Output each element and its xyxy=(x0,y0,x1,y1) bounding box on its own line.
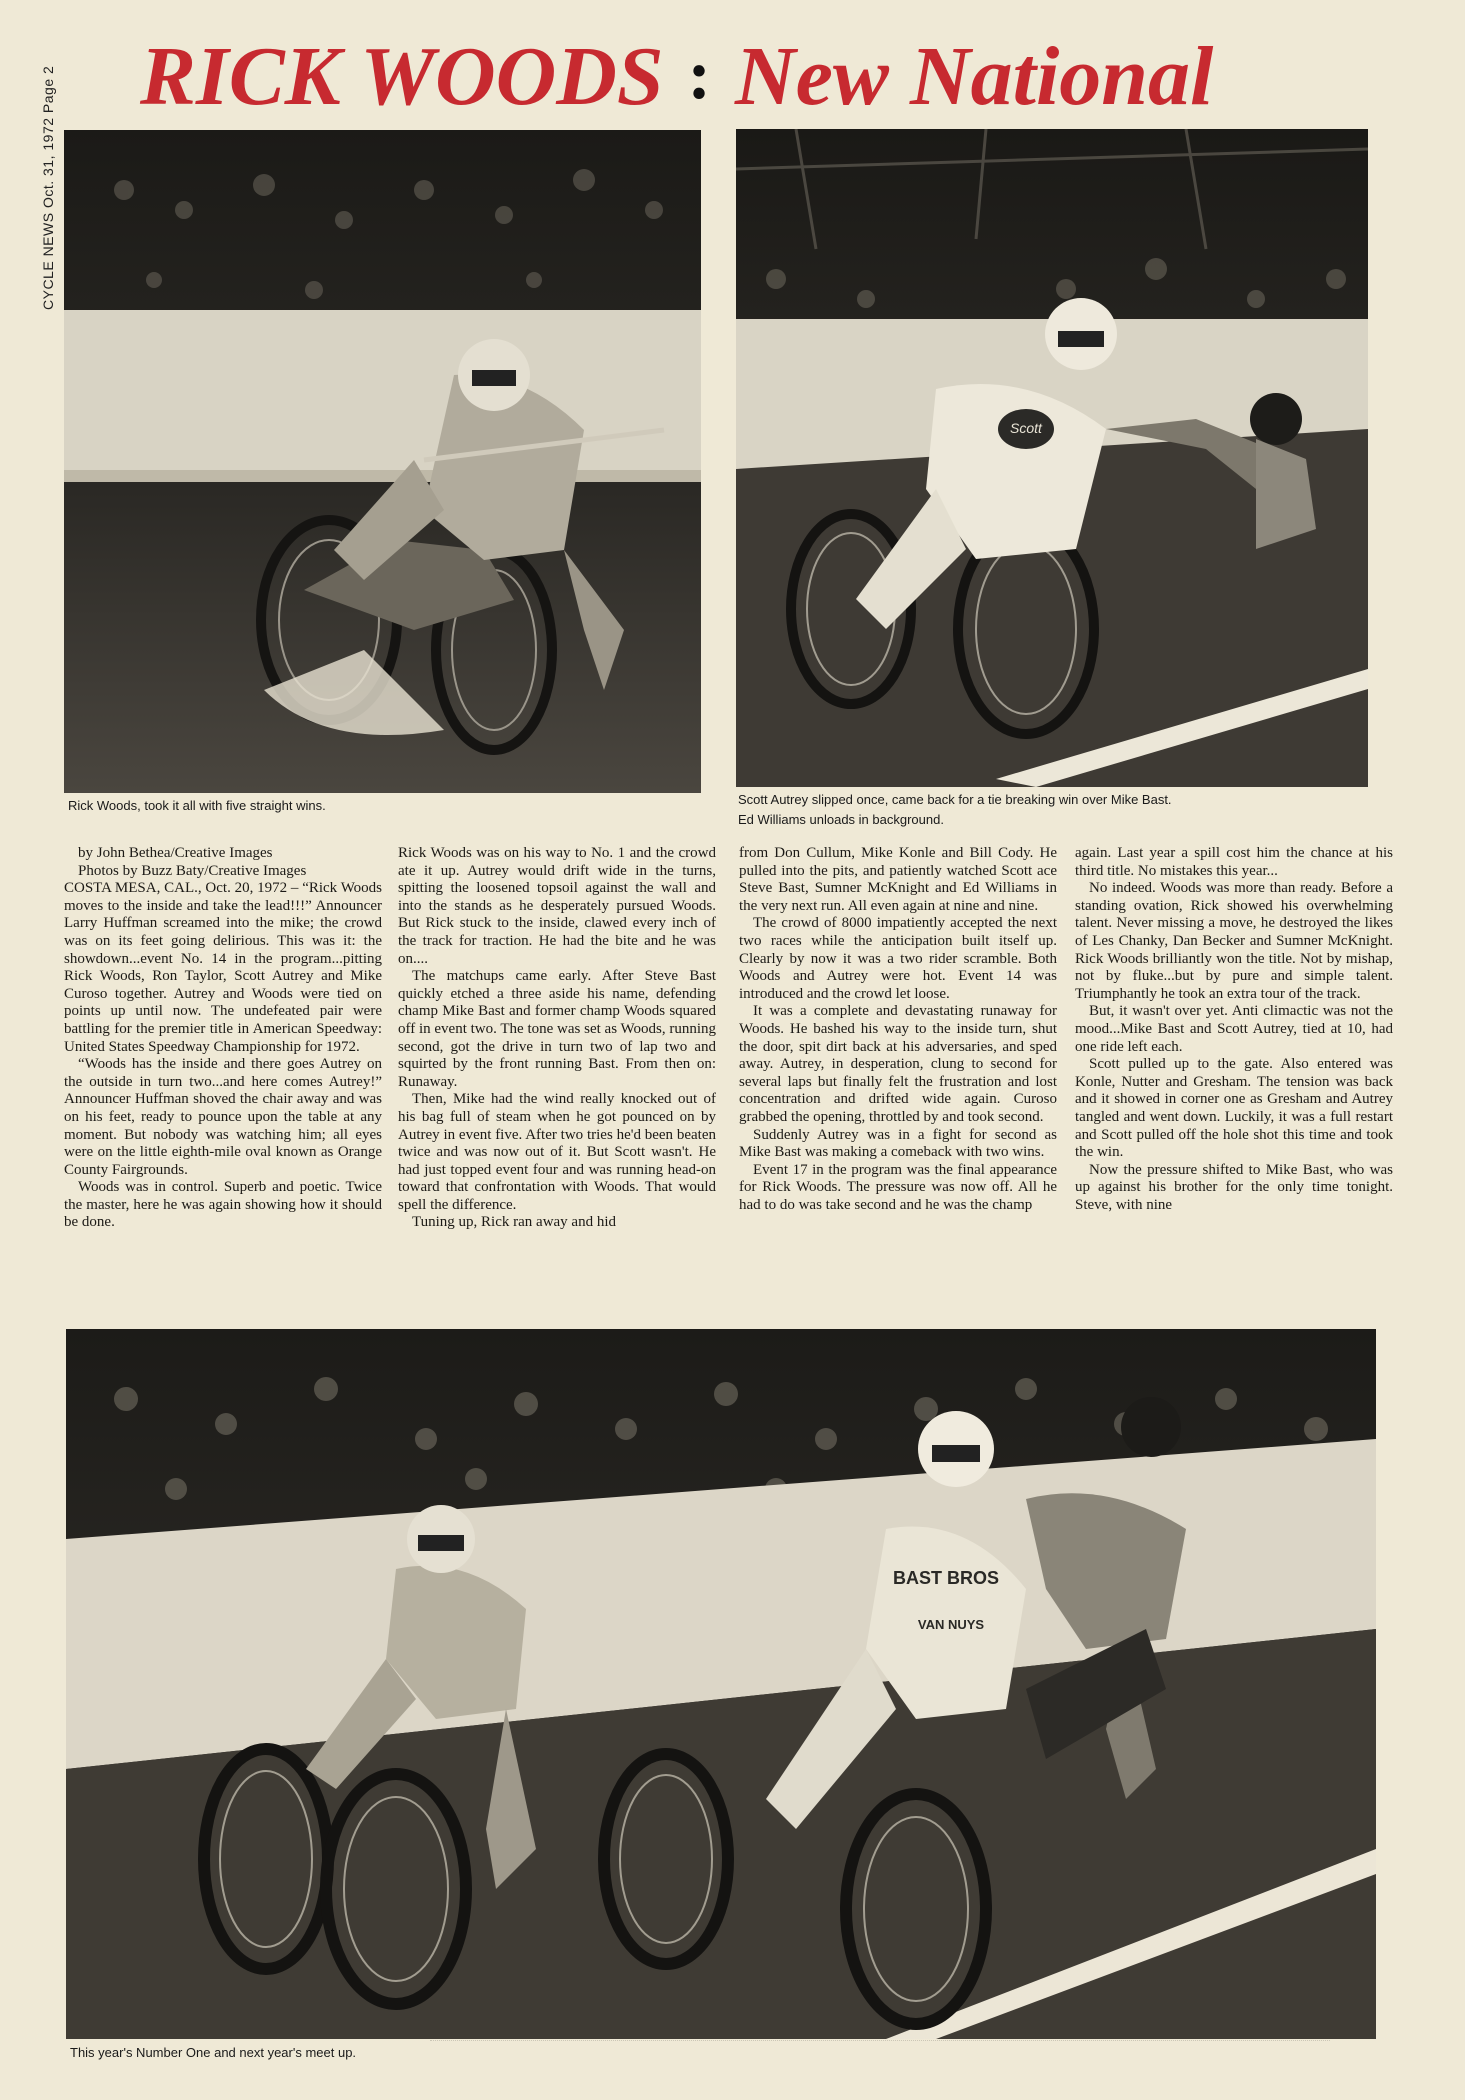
paragraph: It was a complete and devastating runaway for Woods. He bashed his way to the inside turn, shut the door, spit dirt back at his adversaries, and sped away. Autrey, in desperation, clung to second for several laps but finally felt the frustration and lost concentration and drifted wide again. Curoso grabbed the opening, throttled by and took second. xyxy=(739,1003,1057,1125)
caption-photo-2-line-2: Ed Williams unloads in background. xyxy=(738,812,944,827)
headline-colon: : xyxy=(687,37,711,114)
page-folio xyxy=(14,60,56,310)
paragraph: Scott pulled up to the gate. Also entered was Konle, Nutter and Gresham. The tension was back and it showed in corner one as Gresham and Autrey tangled and went down. Luckily, it was a full restart and Scott pulled off the hole shot this time and took the win. xyxy=(1075,1056,1393,1161)
photo-rick-woods-image xyxy=(64,130,701,793)
paragraph: COSTA MESA, CAL., Oct. 20, 1972 – “Rick Woods moves to the inside and take the lead!!!” Announcer Larry Huffman screamed into the mike; the crowd was on its feet going delirious. This was it: the showdown...event No. 14 in the program...pitting Rick Woods, Ron Taylor, Scott Autrey and Mike Curoso together. Autrey and Woods were tied on points up until now. The undefeated pair were battling for the premier title in American Speedway: United States Speedway Championship for 1972. xyxy=(64,880,382,1055)
paragraph: Then, Mike had the wind really knocked out of his bag full of steam when he got pounced on by Autrey in event five. After two tries he'd been beaten twice and was now out of it. But Scott wasn't. He had just topped event four and was running head-on toward that confrontation with Woods. That would spell the difference. xyxy=(398,1091,716,1213)
article-column-1 xyxy=(64,845,382,1315)
jersey-bast-bros-text: BAST BROS xyxy=(892,1568,1000,1588)
jersey-van-nuys-text: VAN NUYS xyxy=(917,1617,985,1632)
paragraph: again. Last year a spill cost him the chance at his third title. No mistakes this year... xyxy=(1075,845,1393,879)
paragraph: But, it wasn't over yet. Anti climactic was not the mood...Mike Bast and Scott Autrey, tied at 10, had one ride left each. xyxy=(1075,1003,1393,1055)
headline xyxy=(140,26,1320,126)
caption-photo-2-line-1: Scott Autrey slipped once, came back for a tie breaking win over Mike Bast. xyxy=(738,792,1172,807)
paragraph: No indeed. Woods was more than ready. Before a standing ovation, Rick showed his overwhelming talent. Never missing a move, he destroyed the likes of Les Chanky, Dan Becker and Sumner McKnight. Rick Woods brilliantly won the title. Not by mishap, not by fluke...but by pure and simple talent. Triumphantly he took an extra tour of the track. xyxy=(1075,880,1393,1002)
article-column-3 xyxy=(739,845,1057,1315)
paragraph: Tuning up, Rick ran away and hid xyxy=(412,1214,617,1231)
jersey-scott-text: Scott xyxy=(1010,420,1042,436)
paragraph: “Woods has the inside and there goes Autrey on the outside in turn two...and here comes Autrey!” Announcer Huffman shoved the chair away and was on his feet, ready to pounce upon the table at any moment. But nobody was watching him; all eyes were on the little eighth-mile oval known as Orange County Fairgrounds. xyxy=(64,1056,382,1178)
byline-author: by John Bethea/Creative Images xyxy=(78,845,273,861)
photo-scott-autrey xyxy=(736,129,1368,787)
paragraph: Suddenly Autrey was in a fight for second as Mike Bast was making a comeback with two wins. xyxy=(739,1126,1057,1161)
paragraph: Rick Woods was on his way to No. 1 and the crowd ate it up. Autrey would drift wide in the turns, spitting the loosened topsoil against the wall and into the stands as he desperately pursued Woods. But Rick stuck to the inside, clawed every inch of the track for traction. He had the bite and he was on.... xyxy=(398,845,716,967)
article-column-2 xyxy=(398,845,716,1315)
caption-photo-3: This year's Number One and next year's meet up. xyxy=(70,2045,357,2060)
caption-photo-1: Rick Woods, took it all with five straight wins. xyxy=(68,798,326,813)
paragraph: Woods was in control. Superb and poetic. Twice the master, here he was again showing how it should be done. xyxy=(64,1179,382,1231)
paragraph: The crowd of 8000 impatiently accepted the next two races while the anticipation built itself up. Clearly by now it was a two rider scramble. Both Woods and Autrey were hot. Event 14 was introduced and the crowd let loose. xyxy=(739,915,1057,1002)
photo-number-one-meet xyxy=(66,1329,1376,2039)
paragraph: from Don Cullum, Mike Konle and Bill Cody. He pulled into the pits, and patiently watched Scott ace Steve Bast, Sumner McKnight and Ed Williams in the very next run. All even again at nine and nine. xyxy=(739,845,1057,914)
photo-scott-autrey-image xyxy=(736,129,1368,787)
byline-photos: Photos by Buzz Baty/Creative Images xyxy=(78,862,307,879)
photo-rick-woods xyxy=(64,130,701,793)
headline-subtitle: New National xyxy=(734,29,1214,123)
photo-number-one-meet-image xyxy=(66,1329,1376,2039)
paragraph: Event 17 in the program was the final appearance for Rick Woods. The pressure was now off. All he had to do was take second and he was the champ xyxy=(739,1161,1057,1213)
folio-text: CYCLE NEWS Oct. 31, 1972 Page 2 xyxy=(40,65,56,310)
print-artifact-line xyxy=(430,2040,1330,2053)
paragraph: Now the pressure shifted to Mike Bast, who was up against his brother for the only time tonight. Steve, with nine xyxy=(1075,1161,1393,1213)
article-column-4 xyxy=(1075,845,1393,1315)
headline-name: RICK WOODS xyxy=(140,29,664,123)
paragraph: The matchups came early. After Steve Bast quickly etched a three aside his name, defending champ Mike Bast and former champ Woods squared off in event two. The tone was set as Woods, running second, got the drive in turn two of lap two and squirted by the front running Bast. From then on: Runaway. xyxy=(398,968,716,1090)
